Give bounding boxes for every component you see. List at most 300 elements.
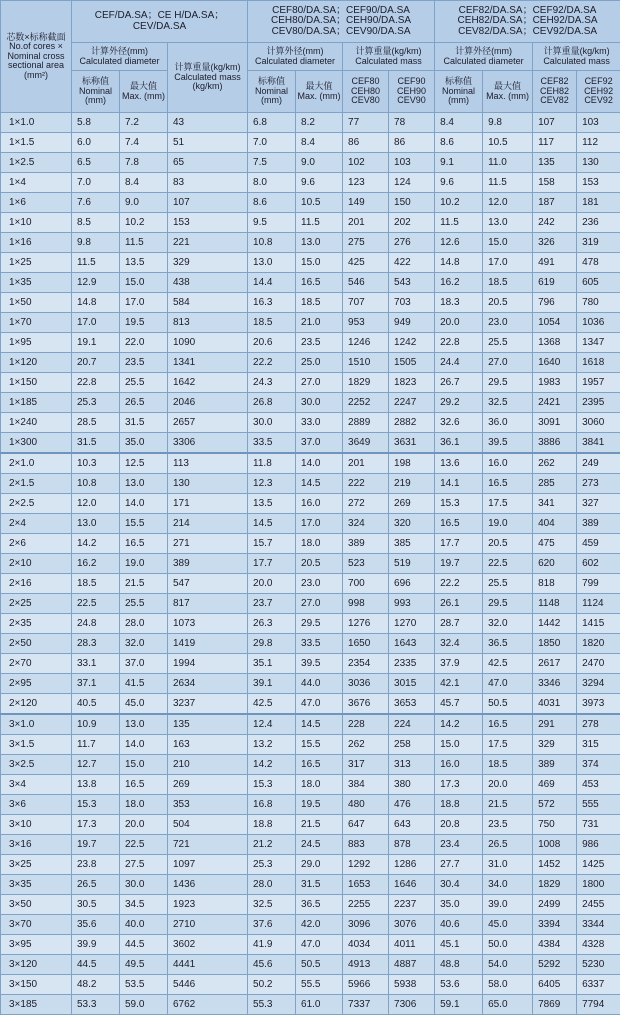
- value-cell: 16.5: [120, 775, 168, 795]
- spec-cell: 3×10: [1, 815, 72, 835]
- value-cell: 3631: [389, 433, 435, 454]
- spec-cell: 1×6: [1, 193, 72, 213]
- value-cell: 7306: [389, 995, 435, 1015]
- value-cell: 696: [389, 574, 435, 594]
- spec-cell: 3×25: [1, 855, 72, 875]
- value-cell: 28.0: [248, 875, 296, 895]
- value-cell: 1646: [389, 875, 435, 895]
- value-cell: 153: [577, 173, 620, 193]
- value-cell: 25.0: [296, 353, 343, 373]
- value-cell: 3602: [168, 935, 248, 955]
- value-cell: 18.0: [296, 534, 343, 554]
- value-cell: 36.1: [435, 433, 483, 454]
- value-cell: 1650: [343, 634, 389, 654]
- value-cell: 10.8: [72, 474, 120, 494]
- value-cell: 30.0: [248, 413, 296, 433]
- value-cell: 700: [343, 574, 389, 594]
- value-cell: 2421: [533, 393, 577, 413]
- value-cell: 5292: [533, 955, 577, 975]
- value-cell: 14.8: [72, 293, 120, 313]
- value-cell: 317: [343, 755, 389, 775]
- value-cell: 16.5: [483, 714, 533, 735]
- value-cell: 48.8: [435, 955, 483, 975]
- value-cell: 475: [533, 534, 577, 554]
- value-cell: 993: [389, 594, 435, 614]
- value-cell: 17.0: [72, 313, 120, 333]
- value-cell: 33.5: [248, 433, 296, 454]
- value-cell: 150: [389, 193, 435, 213]
- value-cell: 7.4: [120, 133, 168, 153]
- value-cell: 124: [389, 173, 435, 193]
- value-cell: 1008: [533, 835, 577, 855]
- value-cell: 3306: [168, 433, 248, 454]
- value-cell: 15.0: [120, 755, 168, 775]
- value-cell: 26.5: [120, 393, 168, 413]
- value-cell: 11.5: [435, 213, 483, 233]
- value-cell: 7869: [533, 995, 577, 1015]
- value-cell: 572: [533, 795, 577, 815]
- value-cell: 15.5: [296, 735, 343, 755]
- max-header-1: [120, 71, 168, 113]
- table-row: [1, 433, 620, 454]
- value-cell: 17.0: [120, 293, 168, 313]
- value-cell: 1640: [533, 353, 577, 373]
- value-cell: 2889: [343, 413, 389, 433]
- value-cell: 313: [389, 755, 435, 775]
- value-cell: 22.2: [435, 574, 483, 594]
- value-cell: 30.0: [120, 875, 168, 895]
- value-cell: 2634: [168, 674, 248, 694]
- value-cell: 36.0: [483, 413, 533, 433]
- value-cell: 605: [577, 273, 620, 293]
- nominal-header-2-en: Nominal (mm): [248, 87, 295, 106]
- value-cell: 1419: [168, 634, 248, 654]
- grade-80-header: CEF80 CEH80 CEV80: [343, 71, 389, 113]
- value-cell: 15.3: [435, 494, 483, 514]
- max-header-3: [483, 71, 533, 113]
- value-cell: 341: [533, 494, 577, 514]
- value-cell: 18.5: [483, 755, 533, 775]
- value-cell: 48.2: [72, 975, 120, 995]
- value-cell: 3060: [577, 413, 620, 433]
- value-cell: 3294: [577, 674, 620, 694]
- nominal-header-1-cn: 标称值: [72, 77, 119, 86]
- value-cell: 6.8: [248, 113, 296, 133]
- value-cell: 26.5: [72, 875, 120, 895]
- value-cell: 1436: [168, 875, 248, 895]
- value-cell: 12.0: [72, 494, 120, 514]
- value-cell: 326: [533, 233, 577, 253]
- nominal-header-2: [248, 71, 296, 113]
- value-cell: 291: [533, 714, 577, 735]
- table-row: [1, 453, 620, 474]
- value-cell: 2335: [389, 654, 435, 674]
- mass-header-1: [168, 43, 248, 113]
- value-cell: 319: [577, 233, 620, 253]
- value-cell: 1090: [168, 333, 248, 353]
- value-cell: 17.0: [296, 514, 343, 534]
- value-cell: 27.5: [120, 855, 168, 875]
- value-cell: 1923: [168, 895, 248, 915]
- value-cell: 14.0: [296, 453, 343, 474]
- value-cell: 18.0: [296, 775, 343, 795]
- value-cell: 26.7: [435, 373, 483, 393]
- value-cell: 2455: [577, 895, 620, 915]
- value-cell: 14.5: [296, 474, 343, 494]
- value-cell: 5.8: [72, 113, 120, 133]
- value-cell: 30.5: [72, 895, 120, 915]
- value-cell: 3676: [343, 694, 389, 715]
- value-cell: 249: [577, 453, 620, 474]
- value-cell: 707: [343, 293, 389, 313]
- value-cell: 31.0: [483, 855, 533, 875]
- nominal-header-3-cn: 标称值: [435, 77, 482, 86]
- value-cell: 41.9: [248, 935, 296, 955]
- value-cell: 276: [389, 233, 435, 253]
- value-cell: 40.5: [72, 694, 120, 715]
- spec-cell: 1×35: [1, 273, 72, 293]
- value-cell: 36.5: [296, 895, 343, 915]
- value-cell: 546: [343, 273, 389, 293]
- value-cell: 5966: [343, 975, 389, 995]
- od-header-2-en: Calculated diameter: [248, 57, 342, 66]
- value-cell: 1829: [533, 875, 577, 895]
- value-cell: 26.8: [248, 393, 296, 413]
- spec-cell: 3×6: [1, 795, 72, 815]
- value-cell: 27.7: [435, 855, 483, 875]
- value-cell: 26.3: [248, 614, 296, 634]
- max-header-2-en: Max. (mm): [296, 92, 342, 101]
- value-cell: 4384: [533, 935, 577, 955]
- table-header: [1, 1, 620, 113]
- value-cell: 37.6: [248, 915, 296, 935]
- table-body: [1, 113, 620, 1015]
- value-cell: 35.1: [248, 654, 296, 674]
- value-cell: 39.5: [483, 433, 533, 454]
- value-cell: 171: [168, 494, 248, 514]
- value-cell: 45.0: [483, 915, 533, 935]
- value-cell: 15.0: [435, 735, 483, 755]
- value-cell: 12.4: [248, 714, 296, 735]
- value-cell: 380: [389, 775, 435, 795]
- value-cell: 13.0: [120, 714, 168, 735]
- value-cell: 353: [168, 795, 248, 815]
- value-cell: 222: [343, 474, 389, 494]
- value-cell: 11.5: [120, 233, 168, 253]
- value-cell: 37.0: [120, 654, 168, 674]
- value-cell: 1246: [343, 333, 389, 353]
- spec-cell: 1×2.5: [1, 153, 72, 173]
- value-cell: 7.8: [120, 153, 168, 173]
- value-cell: 3886: [533, 433, 577, 454]
- value-cell: 53.6: [435, 975, 483, 995]
- value-cell: 65.0: [483, 995, 533, 1015]
- value-cell: 228: [343, 714, 389, 735]
- spec-cell: 1×150: [1, 373, 72, 393]
- value-cell: 25.5: [120, 594, 168, 614]
- value-cell: 20.0: [483, 775, 533, 795]
- value-cell: 6.0: [72, 133, 120, 153]
- value-cell: 17.0: [483, 253, 533, 273]
- value-cell: 78: [389, 113, 435, 133]
- value-cell: 721: [168, 835, 248, 855]
- value-cell: 647: [343, 815, 389, 835]
- spec-cell: 1×1.5: [1, 133, 72, 153]
- value-cell: 2247: [389, 393, 435, 413]
- value-cell: 16.0: [296, 494, 343, 514]
- value-cell: 329: [168, 253, 248, 273]
- value-cell: 469: [533, 775, 577, 795]
- value-cell: 32.4: [435, 634, 483, 654]
- value-cell: 3344: [577, 915, 620, 935]
- value-cell: 4328: [577, 935, 620, 955]
- value-cell: 83: [168, 173, 248, 193]
- value-cell: 221: [168, 233, 248, 253]
- value-cell: 23.5: [120, 353, 168, 373]
- value-cell: 163: [168, 735, 248, 755]
- table-row: [1, 694, 620, 715]
- value-cell: 11.5: [72, 253, 120, 273]
- value-cell: 112: [577, 133, 620, 153]
- value-cell: 39.5: [296, 654, 343, 674]
- value-cell: 19.5: [296, 795, 343, 815]
- value-cell: 731: [577, 815, 620, 835]
- value-cell: 23.4: [435, 835, 483, 855]
- value-cell: 1148: [533, 594, 577, 614]
- value-cell: 10.9: [72, 714, 120, 735]
- value-cell: 262: [343, 735, 389, 755]
- table-row: [1, 634, 620, 654]
- table-row: [1, 273, 620, 293]
- value-cell: 16.5: [120, 534, 168, 554]
- value-cell: 1425: [577, 855, 620, 875]
- value-cell: 258: [389, 735, 435, 755]
- value-cell: 1505: [389, 353, 435, 373]
- value-cell: 198: [389, 453, 435, 474]
- value-cell: 40.6: [435, 915, 483, 935]
- value-cell: 44.5: [120, 935, 168, 955]
- value-cell: 28.7: [435, 614, 483, 634]
- table-row: [1, 233, 620, 253]
- value-cell: 2657: [168, 413, 248, 433]
- value-cell: 28.3: [72, 634, 120, 654]
- value-cell: 2237: [389, 895, 435, 915]
- value-cell: 3036: [343, 674, 389, 694]
- value-cell: 14.2: [435, 714, 483, 735]
- value-cell: 278: [577, 714, 620, 735]
- table-row: [1, 253, 620, 273]
- value-cell: 41.5: [120, 674, 168, 694]
- value-cell: 1073: [168, 614, 248, 634]
- value-cell: 37.1: [72, 674, 120, 694]
- table-row: [1, 895, 620, 915]
- value-cell: 389: [168, 554, 248, 574]
- table-row: [1, 313, 620, 333]
- value-cell: 10.8: [248, 233, 296, 253]
- value-cell: 29.2: [435, 393, 483, 413]
- spec-cell: 3×2.5: [1, 755, 72, 775]
- mass-header-3-en: Calculated mass: [533, 57, 620, 66]
- value-cell: 320: [389, 514, 435, 534]
- table-row: [1, 213, 620, 233]
- value-cell: 12.7: [72, 755, 120, 775]
- value-cell: 24.3: [248, 373, 296, 393]
- spec-cell: 1×185: [1, 393, 72, 413]
- value-cell: 35.6: [72, 915, 120, 935]
- value-cell: 953: [343, 313, 389, 333]
- max-header-2-cn: 最大值: [296, 82, 342, 91]
- value-cell: 16.0: [435, 755, 483, 775]
- value-cell: 1510: [343, 353, 389, 373]
- spec-cell: 1×25: [1, 253, 72, 273]
- value-cell: 24.8: [72, 614, 120, 634]
- value-cell: 2252: [343, 393, 389, 413]
- value-cell: 49.5: [120, 955, 168, 975]
- value-cell: 201: [343, 213, 389, 233]
- value-cell: 15.0: [483, 233, 533, 253]
- value-cell: 20.5: [483, 534, 533, 554]
- value-cell: 32.0: [120, 634, 168, 654]
- value-cell: 26.5: [483, 835, 533, 855]
- value-cell: 34.5: [120, 895, 168, 915]
- value-cell: 11.8: [248, 453, 296, 474]
- value-cell: 272: [343, 494, 389, 514]
- value-cell: 27.0: [483, 353, 533, 373]
- value-cell: 273: [577, 474, 620, 494]
- value-cell: 4031: [533, 694, 577, 715]
- max-header-3-cn: 最大值: [483, 82, 532, 91]
- grade-82-header: CEF82 CEH82 CEV82: [533, 71, 577, 113]
- max-header-1-cn: 最大值: [120, 82, 167, 91]
- spec-cell: 1×4: [1, 173, 72, 193]
- table-row: [1, 995, 620, 1015]
- value-cell: 6762: [168, 995, 248, 1015]
- nominal-header-1: [72, 71, 120, 113]
- value-cell: 986: [577, 835, 620, 855]
- nominal-header-1-en: Nominal (mm): [72, 87, 119, 106]
- value-cell: 202: [389, 213, 435, 233]
- value-cell: 1276: [343, 614, 389, 634]
- value-cell: 23.0: [296, 574, 343, 594]
- value-cell: 18.5: [296, 293, 343, 313]
- spec-cell: 3×120: [1, 955, 72, 975]
- value-cell: 17.7: [435, 534, 483, 554]
- value-cell: 7.0: [248, 133, 296, 153]
- value-cell: 39.1: [248, 674, 296, 694]
- value-cell: 7.6: [72, 193, 120, 213]
- value-cell: 23.5: [296, 333, 343, 353]
- value-cell: 2395: [577, 393, 620, 413]
- mass-header-3: [533, 43, 620, 71]
- spec-cell: 1×1.0: [1, 113, 72, 133]
- value-cell: 3015: [389, 674, 435, 694]
- value-cell: 1829: [343, 373, 389, 393]
- value-cell: 16.2: [435, 273, 483, 293]
- value-cell: 9.6: [296, 173, 343, 193]
- value-cell: 1292: [343, 855, 389, 875]
- value-cell: 17.7: [248, 554, 296, 574]
- value-cell: 31.5: [296, 875, 343, 895]
- value-cell: 480: [343, 795, 389, 815]
- value-cell: 55.5: [296, 975, 343, 995]
- nominal-header-3-en: Nominal (mm): [435, 87, 482, 106]
- table-row: [1, 674, 620, 694]
- value-cell: 42.5: [483, 654, 533, 674]
- nominal-header-3: [435, 71, 483, 113]
- value-cell: 1036: [577, 313, 620, 333]
- value-cell: 998: [343, 594, 389, 614]
- value-cell: 883: [343, 835, 389, 855]
- spec-cell: 3×95: [1, 935, 72, 955]
- value-cell: 2882: [389, 413, 435, 433]
- value-cell: 10.2: [435, 193, 483, 213]
- table-row: [1, 514, 620, 534]
- table-row: [1, 855, 620, 875]
- od-header-2: [248, 43, 343, 71]
- spec-cell: 2×70: [1, 654, 72, 674]
- table-row: [1, 574, 620, 594]
- value-cell: 29.0: [296, 855, 343, 875]
- value-cell: 153: [168, 213, 248, 233]
- value-cell: 25.5: [120, 373, 168, 393]
- value-cell: 15.3: [72, 795, 120, 815]
- value-cell: 29.8: [248, 634, 296, 654]
- value-cell: 22.5: [72, 594, 120, 614]
- value-cell: 32.0: [483, 614, 533, 634]
- value-cell: 9.0: [296, 153, 343, 173]
- value-cell: 9.8: [72, 233, 120, 253]
- value-cell: 77: [343, 113, 389, 133]
- value-cell: 15.3: [248, 775, 296, 795]
- value-cell: 37.0: [296, 433, 343, 454]
- value-cell: 31.5: [120, 413, 168, 433]
- value-cell: 130: [577, 153, 620, 173]
- value-cell: 14.8: [435, 253, 483, 273]
- value-cell: 32.6: [435, 413, 483, 433]
- value-cell: 24.4: [435, 353, 483, 373]
- spec-header-cn: 芯数×标称截面: [1, 33, 71, 42]
- value-cell: 7.5: [248, 153, 296, 173]
- value-cell: 224: [389, 714, 435, 735]
- value-cell: 19.7: [72, 835, 120, 855]
- table-row: [1, 935, 620, 955]
- value-cell: 34.0: [483, 875, 533, 895]
- value-cell: 86: [389, 133, 435, 153]
- value-cell: 210: [168, 755, 248, 775]
- value-cell: 478: [577, 253, 620, 273]
- spec-cell: 2×50: [1, 634, 72, 654]
- value-cell: 8.0: [248, 173, 296, 193]
- value-cell: 29.5: [296, 614, 343, 634]
- value-cell: 20.5: [483, 293, 533, 313]
- value-cell: 113: [168, 453, 248, 474]
- table-row: [1, 193, 620, 213]
- value-cell: 504: [168, 815, 248, 835]
- value-cell: 13.0: [483, 213, 533, 233]
- value-cell: 329: [533, 735, 577, 755]
- value-cell: 10.3: [72, 453, 120, 474]
- spec-cell: 2×10: [1, 554, 72, 574]
- spec-cell: 3×1.5: [1, 735, 72, 755]
- table-row: [1, 875, 620, 895]
- value-cell: 50.5: [296, 955, 343, 975]
- od-header-3: [435, 43, 533, 71]
- value-cell: 55.3: [248, 995, 296, 1015]
- value-cell: 149: [343, 193, 389, 213]
- value-cell: 703: [389, 293, 435, 313]
- value-cell: 40.0: [120, 915, 168, 935]
- value-cell: 3091: [533, 413, 577, 433]
